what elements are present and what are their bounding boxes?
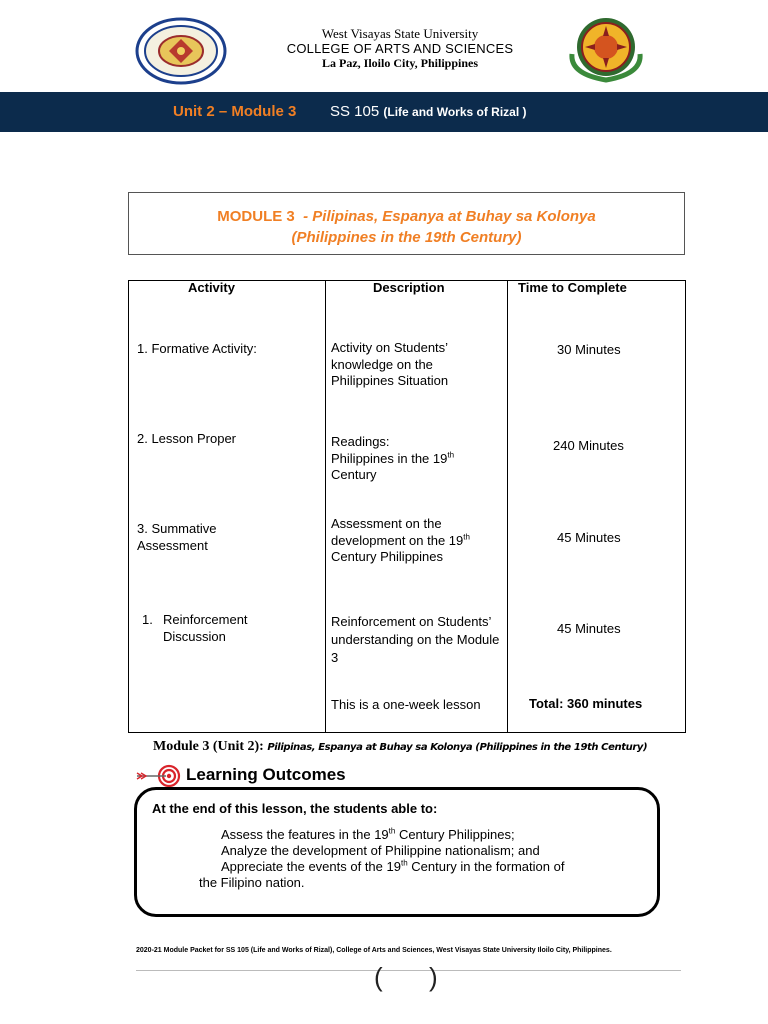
university-seal-logo (135, 17, 227, 85)
row5-total: Total: 360 minutes (529, 696, 643, 711)
row2-description: Readings: Philippines in the 19th Century (331, 434, 455, 482)
outcome-item-1: Assess the features in the 19th Century Philippines; (221, 826, 515, 842)
course-code: SS 105 (330, 103, 380, 120)
module-title-line2: (Philippines in the 19th Century) (291, 229, 522, 246)
learning-outcomes-title: Learning Outcomes (186, 765, 346, 784)
row4-activity: Reinforcement Discussion (163, 612, 248, 644)
college-seal-logo (560, 14, 652, 84)
page-number-bracket-right: ) (429, 962, 438, 992)
module-title-box (128, 192, 685, 255)
footer-rule (136, 970, 681, 971)
letterhead (240, 26, 560, 71)
college-name: COLLEGE OF ARTS AND SCIENCES (286, 41, 514, 56)
row1-time: 30 Minutes (557, 342, 621, 357)
row1-activity: 1. Formative Activity: (137, 341, 257, 356)
module-title-line1: - Pilipinas, Espanya at Buhay sa Kolonya (303, 208, 596, 225)
module-subtitle-line (153, 739, 647, 755)
university-name: West Visayas State University (321, 26, 479, 41)
row3-activity: 3. Summative Assessment (137, 521, 217, 553)
row2-activity: 2. Lesson Proper (137, 431, 237, 446)
row1-description: Activity on Students’ knowledge on the Philippines Situation (331, 340, 449, 388)
course-title (330, 103, 527, 120)
module-title-prefix: MODULE 3 (217, 208, 295, 225)
row4-time: 45 Minutes (557, 621, 621, 636)
row4-activity-number: 1. (142, 612, 153, 627)
outcome-item-2: Analyze the development of Philippine nationalism; and (221, 843, 540, 858)
row5-description: This is a one-week lesson (331, 697, 481, 712)
module-line-text: Pilipinas, Espanya at Buhay sa Kolonya (Philippines in the 19th Century) (267, 742, 648, 753)
header-time: Time to Complete (518, 280, 627, 295)
row3-description: Assessment on the development on the 19th Century Philippines (331, 516, 470, 564)
footer-text: 2020-21 Module Packet for SS 105 (Life and Works of Rizal), College of Arts and Sciences, West Visayas State University Iloilo City, Philippines. (136, 947, 612, 954)
row4-description: Reinforcement on Students’ understanding on the Module 3 (331, 614, 500, 665)
row3-time: 45 Minutes (557, 530, 621, 545)
course-name: (Life and Works of Rizal ) (383, 105, 527, 119)
module-line-label: Module 3 (Unit 2): (153, 739, 264, 754)
row2-time: 240 Minutes (553, 438, 624, 453)
module-title (129, 206, 684, 248)
unit-module-label: Unit 2 – Module 3 (173, 103, 297, 120)
outcome-item-3-continued: the Filipino nation. (199, 875, 305, 890)
address: La Paz, Iloilo City, Philippines (321, 56, 479, 70)
header-activity: Activity (188, 280, 235, 295)
target-icon (133, 764, 181, 788)
learning-outcomes-intro: At the end of this lesson, the students able to: (152, 801, 438, 816)
outcome-item-3: Appreciate the events of the 19th Century in the formation of (221, 858, 565, 874)
header-description: Description (373, 280, 445, 295)
page-number-bracket-left: ( (374, 962, 383, 992)
